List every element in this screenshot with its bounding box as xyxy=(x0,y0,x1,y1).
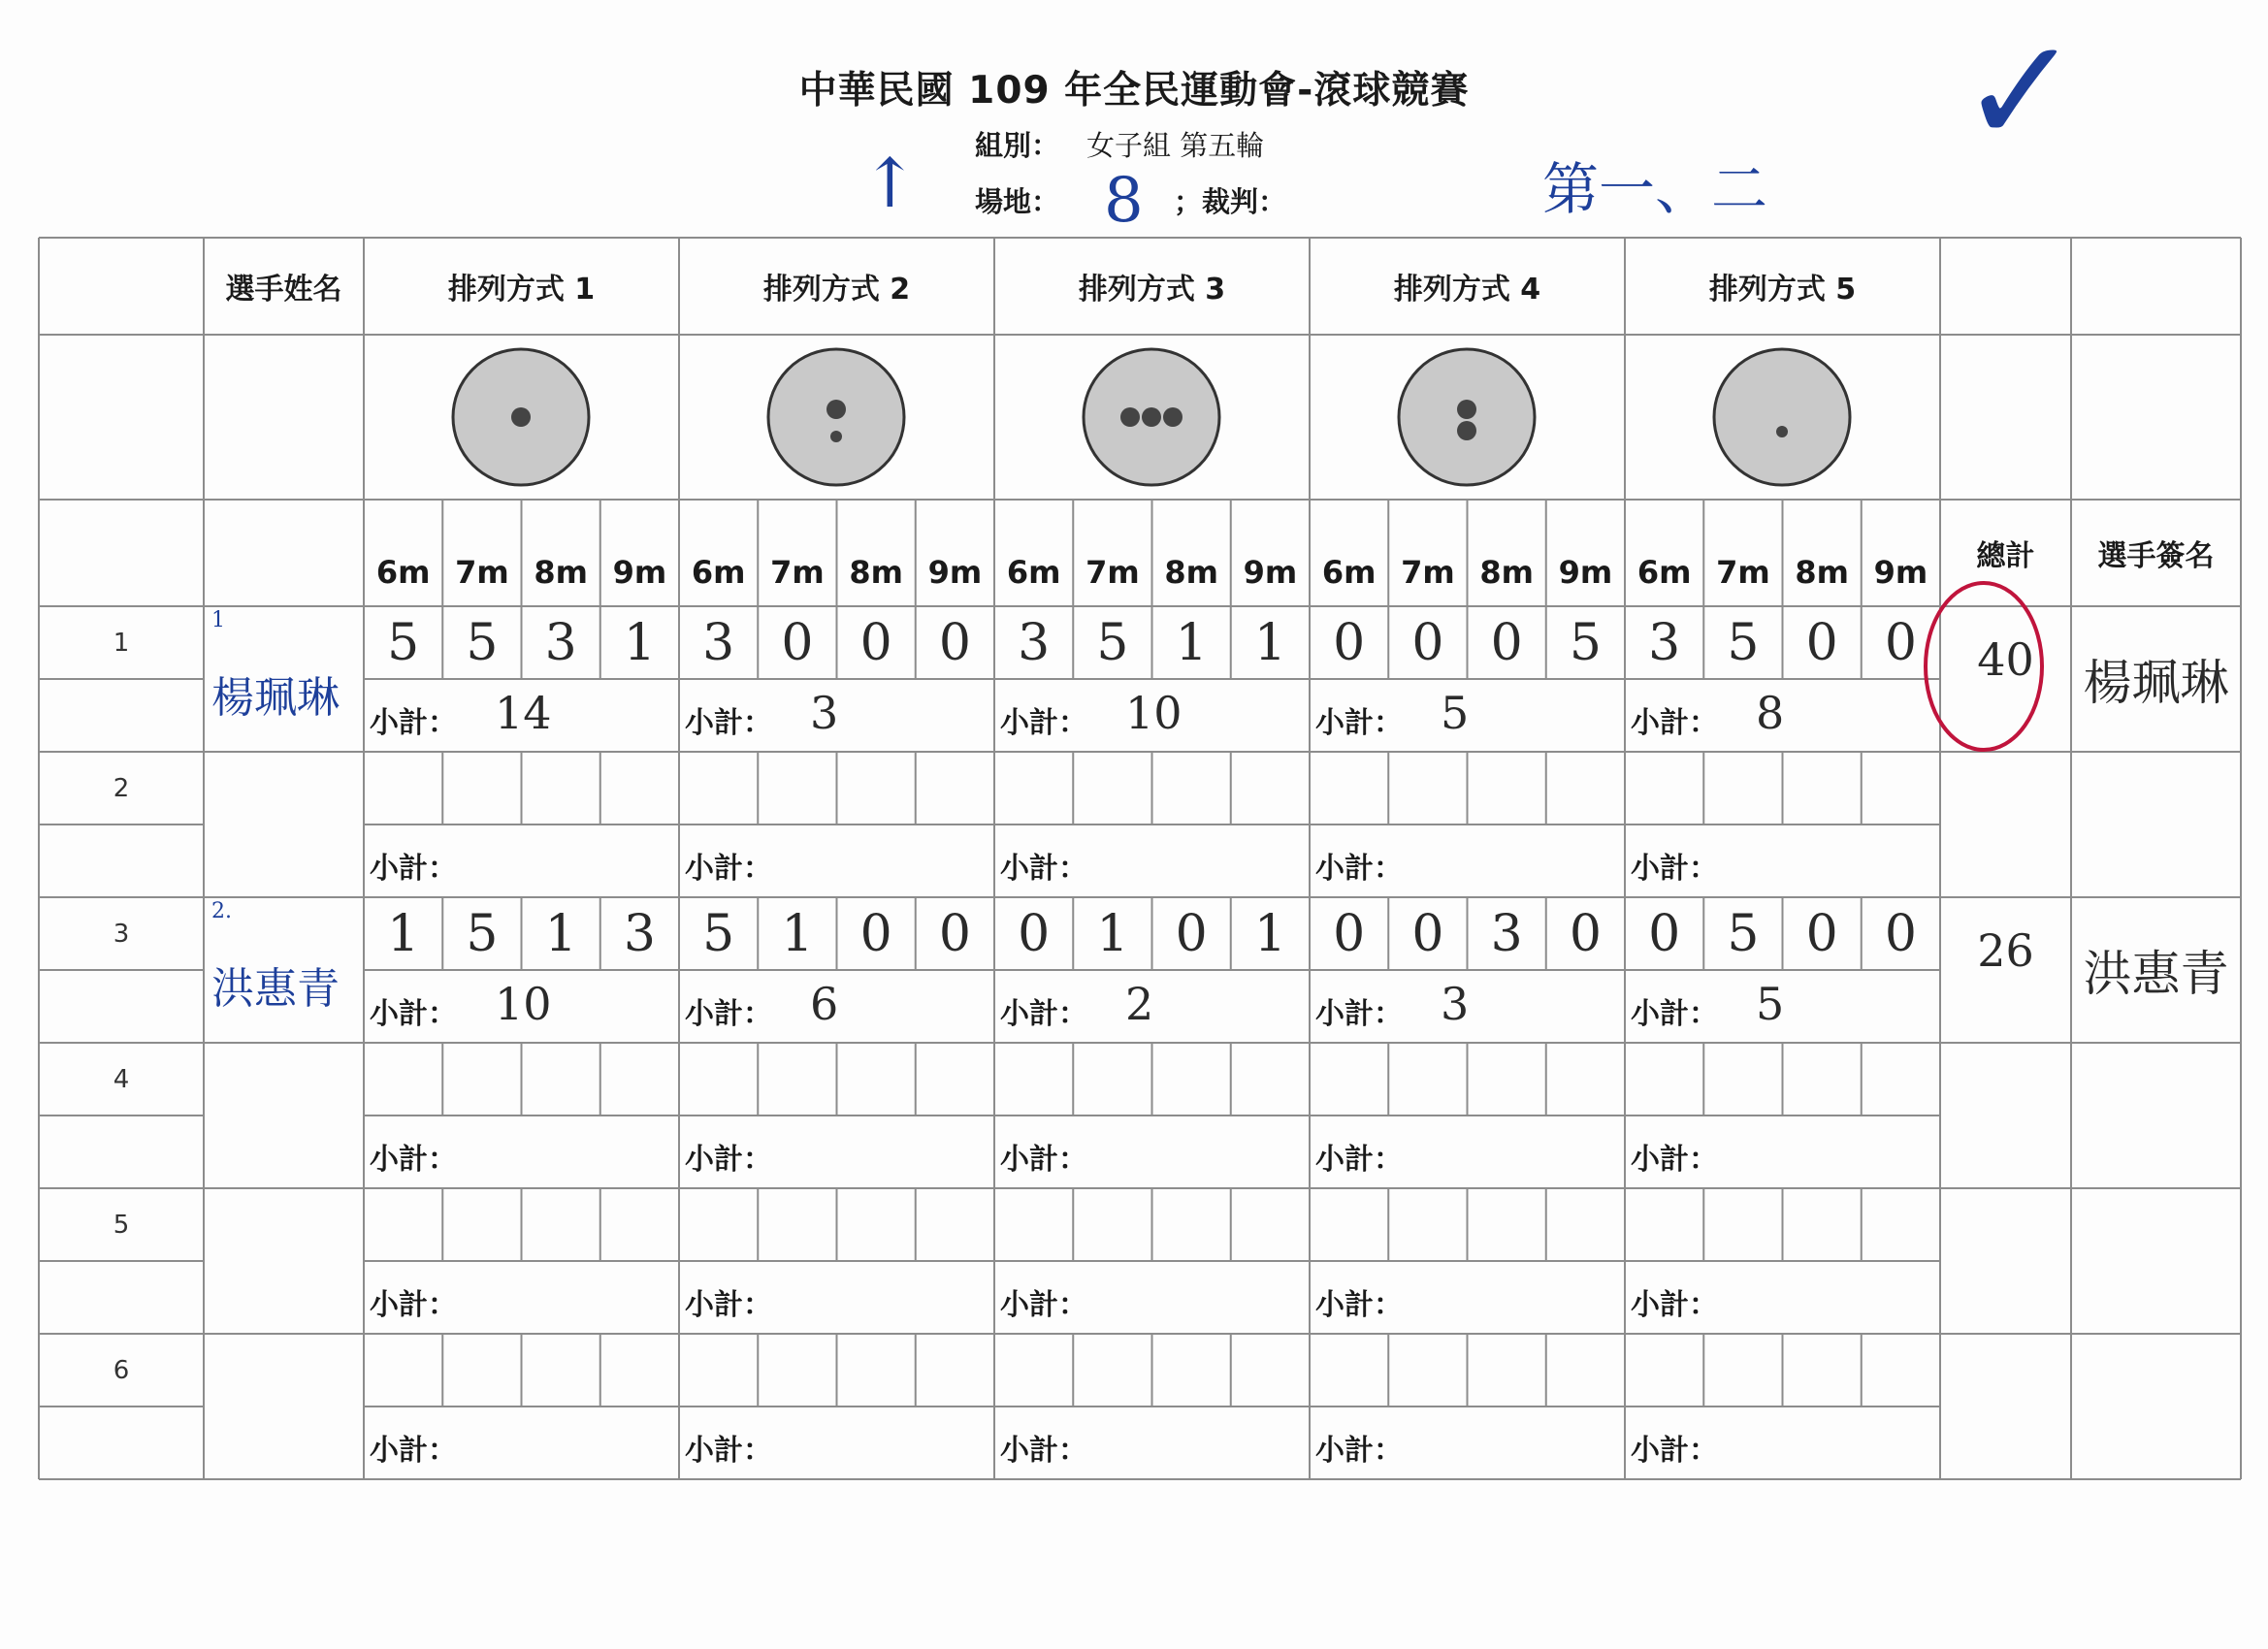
venue-value: 8 xyxy=(1104,165,1144,237)
score-cell: 0 xyxy=(1018,904,1051,963)
subtotal-label: 小計： xyxy=(1000,706,1087,740)
score-cell: 3 xyxy=(1018,613,1051,672)
score-cell: 0 xyxy=(1648,904,1681,963)
score-cell: 0 xyxy=(1411,904,1444,963)
arrangement-3-diagram xyxy=(1084,349,1219,485)
subtotal-label: 小計： xyxy=(1631,706,1718,740)
subtotal-label: 小計： xyxy=(1000,1288,1087,1322)
distance-header: 7m xyxy=(1716,554,1770,591)
score-cell: 5 xyxy=(1727,613,1760,672)
group-value: 女子組 第五輪 xyxy=(1086,129,1265,162)
handwritten-note: 第一、二 xyxy=(1542,156,1768,222)
score-cell: 0 xyxy=(1175,904,1208,963)
score-cell: 0 xyxy=(1333,613,1366,672)
distance-header: 8m xyxy=(849,554,903,591)
subtotal-value: 10 xyxy=(1125,687,1183,739)
score-cell: 5 xyxy=(1096,613,1129,672)
subtotal-label: 小計： xyxy=(370,706,457,740)
subtotal-value: 6 xyxy=(810,978,839,1030)
score-cell: 5 xyxy=(1727,904,1760,963)
score-cell: 5 xyxy=(387,613,420,672)
distance-header: 7m xyxy=(770,554,825,591)
venue-label: 場地： xyxy=(975,185,1060,218)
subtotal-label: 小計： xyxy=(685,997,772,1031)
score-cell: 0 xyxy=(1569,904,1602,963)
subtotal-label: 小計： xyxy=(685,706,772,740)
score-cell: 3 xyxy=(544,613,577,672)
score-cell: 3 xyxy=(1490,904,1523,963)
distance-header: 9m xyxy=(927,554,983,591)
score-cell: 0 xyxy=(938,904,971,963)
subtotal-label: 小計： xyxy=(1315,852,1403,886)
subtotal-label: 小計： xyxy=(685,1143,772,1177)
score-cell: 1 xyxy=(1253,613,1286,672)
subtotal-label: 小計： xyxy=(1315,1288,1403,1322)
subtotal-label: 小計： xyxy=(1000,852,1087,886)
subtotal-value: 3 xyxy=(1441,978,1470,1030)
row-number: 3 xyxy=(113,919,130,949)
subtotal-label: 小計： xyxy=(1000,997,1087,1031)
total-circle-mark xyxy=(1916,577,2052,757)
score-cell: 0 xyxy=(1884,904,1917,963)
arrangement-2-diagram xyxy=(768,349,904,485)
arrangement-2-header: 排列方式 2 xyxy=(762,273,911,307)
score-cell: 0 xyxy=(1805,613,1838,672)
score-cell: 0 xyxy=(1805,904,1838,963)
distance-header: 6m xyxy=(691,554,746,591)
arrangement-diagrams xyxy=(364,335,1940,500)
score-cell: 5 xyxy=(702,904,735,963)
distance-header: 8m xyxy=(1164,554,1218,591)
total-value: 26 xyxy=(1977,924,2034,977)
subtotal-value: 2 xyxy=(1125,978,1154,1030)
score-cell: 1 xyxy=(1096,904,1129,963)
subtotal-label: 小計： xyxy=(1000,1143,1087,1177)
distance-header: 8m xyxy=(1479,554,1534,591)
distance-header: 6m xyxy=(1321,554,1377,591)
arrangement-4-diagram xyxy=(1399,349,1535,485)
score-cell: 0 xyxy=(859,613,892,672)
subtotal-label: 小計： xyxy=(1315,997,1403,1031)
score-cell: 3 xyxy=(623,904,656,963)
score-cell: 0 xyxy=(1333,904,1366,963)
subtotal-label: 小計： xyxy=(1631,852,1718,886)
subtotal-label: 小計： xyxy=(1315,1434,1403,1468)
score-cell: 0 xyxy=(859,904,892,963)
subtotal-value: 5 xyxy=(1756,978,1785,1030)
player-name: 洪惠青 xyxy=(211,964,340,1014)
player-signature: 洪惠青 xyxy=(2083,946,2229,1002)
subtotal-label: 小計： xyxy=(1315,1143,1403,1177)
distance-header: 7m xyxy=(1085,554,1140,591)
distance-header: 6m xyxy=(1636,554,1692,591)
row-number: 5 xyxy=(113,1210,130,1240)
score-cell: 1 xyxy=(544,904,577,963)
distance-header: 8m xyxy=(1795,554,1849,591)
score-cell: 0 xyxy=(938,613,971,672)
player-number: 1 xyxy=(211,608,225,632)
arrangement-5-header: 排列方式 5 xyxy=(1708,273,1857,307)
subtotal-label: 小計： xyxy=(370,1143,457,1177)
subtotal-label: 小計： xyxy=(685,1434,772,1468)
player-signature: 楊珮琳 xyxy=(2083,655,2229,711)
subtotal-value: 8 xyxy=(1756,687,1785,739)
checkmark-icon: ✓ xyxy=(1960,8,2082,177)
distance-header: 9m xyxy=(1558,554,1613,591)
subtotal-label: 小計： xyxy=(685,852,772,886)
distance-header: 6m xyxy=(1006,554,1061,591)
subtotal-value: 14 xyxy=(495,687,552,739)
arrangement-1-header: 排列方式 1 xyxy=(447,273,596,307)
referee-label: ；裁判： xyxy=(1174,185,1287,218)
row-number: 1 xyxy=(113,628,130,658)
distance-header: 8m xyxy=(534,554,588,591)
arrangement-4-header: 排列方式 4 xyxy=(1393,273,1541,307)
arrangement-1-diagram xyxy=(453,349,589,485)
subtotal-label: 小計： xyxy=(1315,706,1403,740)
score-cell: 1 xyxy=(387,904,420,963)
player-name: 楊珮琳 xyxy=(211,673,340,723)
arrangement-3-header: 排列方式 3 xyxy=(1078,273,1226,307)
signature-header: 選手簽名 xyxy=(2097,539,2215,573)
score-cell: 0 xyxy=(1411,613,1444,672)
score-cell: 5 xyxy=(466,904,499,963)
subtotal-value: 5 xyxy=(1441,687,1470,739)
score-cell: 5 xyxy=(1569,613,1602,672)
total-value: 40 xyxy=(1977,633,2034,686)
score-cell: 0 xyxy=(1884,613,1917,672)
row-number: 6 xyxy=(113,1355,130,1385)
subtotal-label: 小計： xyxy=(1631,1434,1718,1468)
subtotal-label: 小計： xyxy=(370,852,457,886)
subtotal-label: 小計： xyxy=(370,997,457,1031)
arrangement-5-diagram xyxy=(1714,349,1850,485)
subtotal-value: 10 xyxy=(495,978,552,1030)
subtotal-label: 小計： xyxy=(1631,1143,1718,1177)
distance-header: 9m xyxy=(612,554,667,591)
distance-header: 7m xyxy=(1401,554,1455,591)
player-name-header: 選手姓名 xyxy=(225,273,342,307)
arrow-icon: ↑ xyxy=(861,144,919,223)
distance-header: 9m xyxy=(1243,554,1298,591)
score-cell: 5 xyxy=(466,613,499,672)
subtotal-label: 小計： xyxy=(1631,1288,1718,1322)
distance-header: 9m xyxy=(1873,554,1928,591)
score-cell: 1 xyxy=(1253,904,1286,963)
score-cell: 0 xyxy=(781,613,814,672)
subtotal-label: 小計： xyxy=(1000,1434,1087,1468)
score-cell: 1 xyxy=(1175,613,1208,672)
score-cell: 1 xyxy=(781,904,814,963)
subtotal-label: 小計： xyxy=(370,1434,457,1468)
subtotal-value: 3 xyxy=(810,687,839,739)
score-cell: 3 xyxy=(702,613,735,672)
distance-header: 7m xyxy=(455,554,509,591)
total-header: 總計 xyxy=(1976,539,2035,573)
subtotal-label: 小計： xyxy=(685,1288,772,1322)
group-label: 組別： xyxy=(975,129,1060,162)
score-cell: 0 xyxy=(1490,613,1523,672)
score-cell: 3 xyxy=(1648,613,1681,672)
player-number: 2. xyxy=(211,899,232,923)
page-title: 中華民國 109 年全民運動會-滾球競賽 xyxy=(798,69,1470,113)
subtotal-label: 小計： xyxy=(370,1288,457,1322)
score-cell: 1 xyxy=(623,613,656,672)
distance-header: 6m xyxy=(375,554,431,591)
row-number: 2 xyxy=(113,773,130,803)
subtotal-label: 小計： xyxy=(1631,997,1718,1031)
row-number: 4 xyxy=(113,1064,130,1094)
